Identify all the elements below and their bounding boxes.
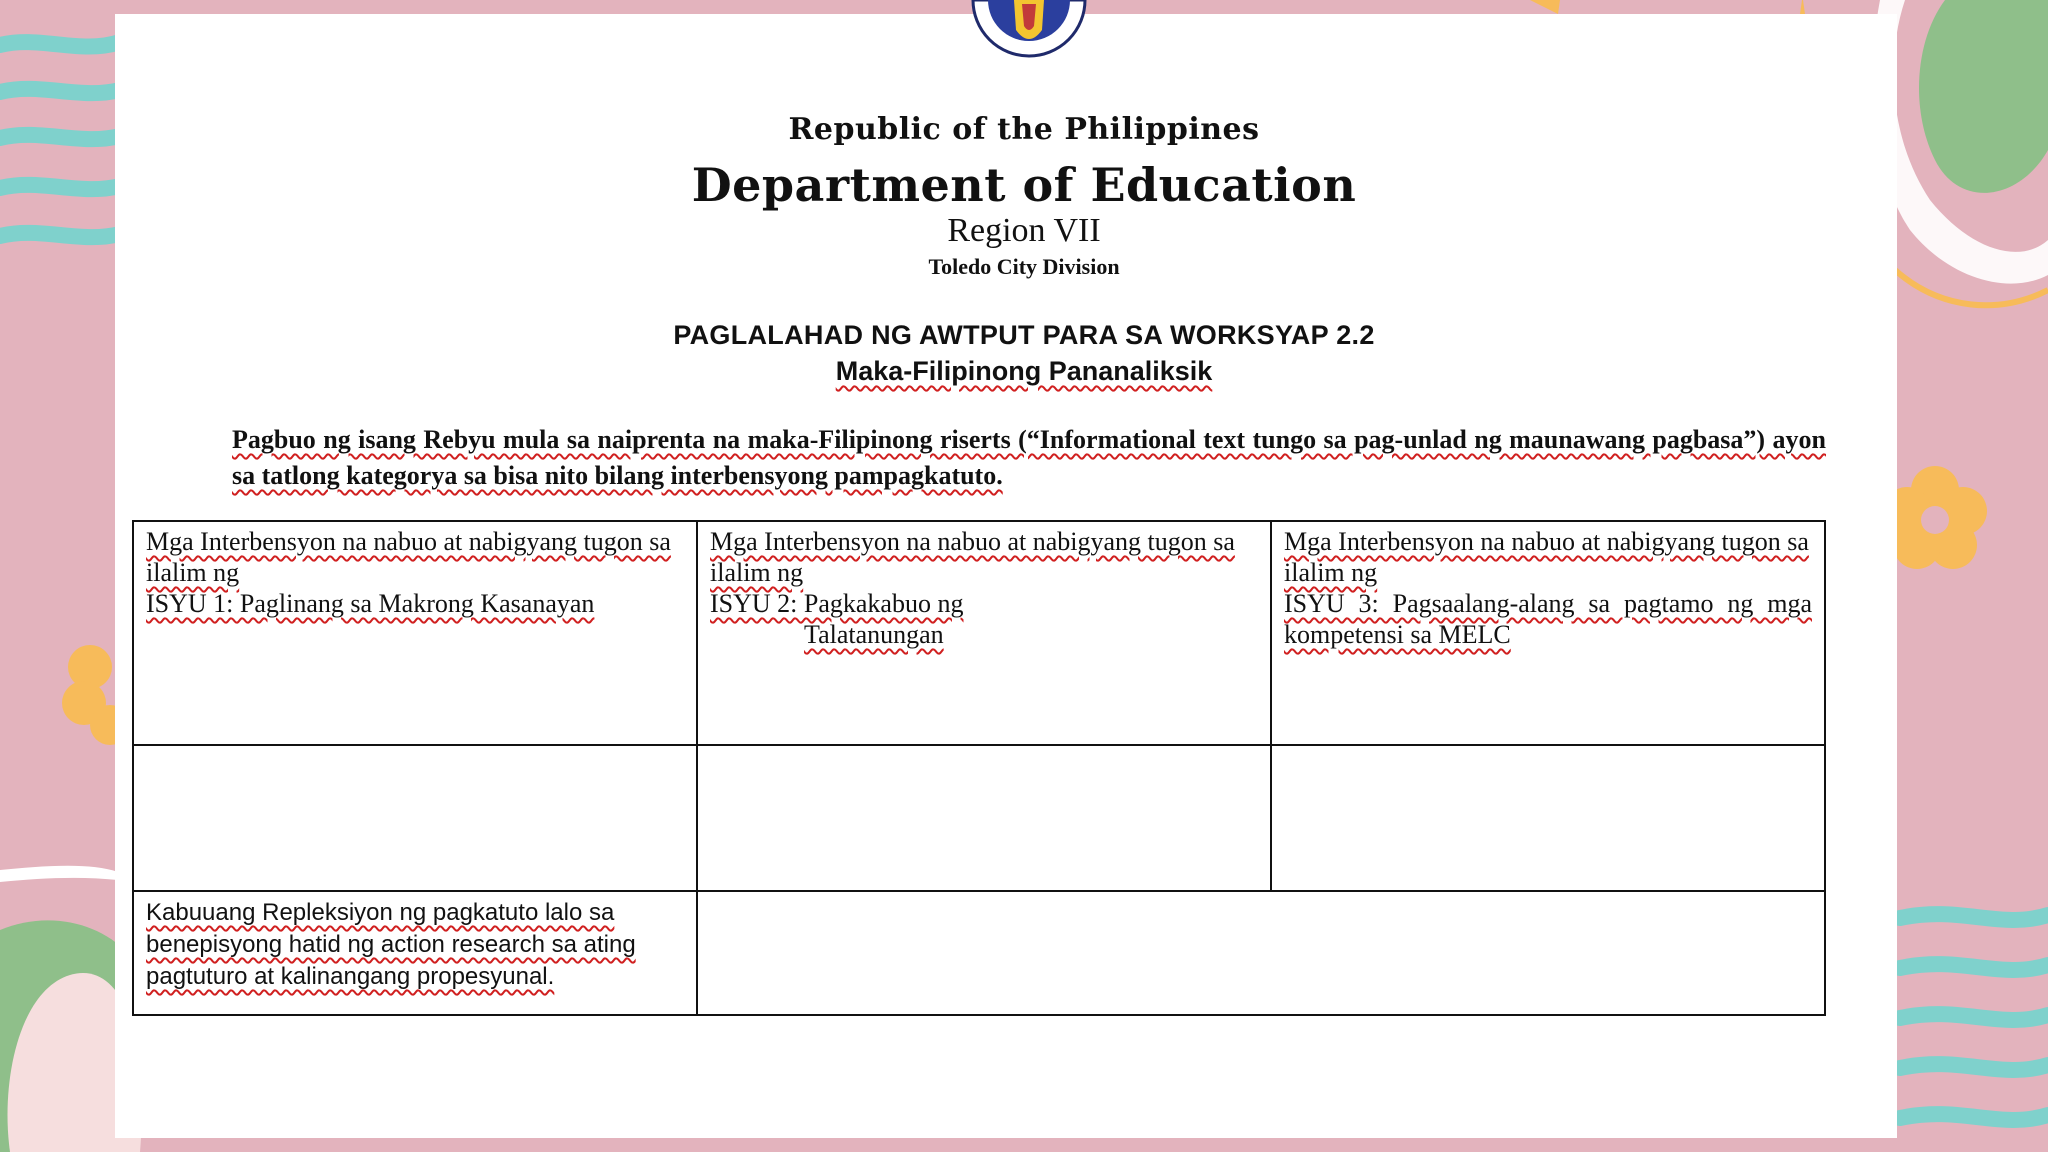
reflection-label-cell <box>133 891 697 1015</box>
document-title: PAGLALAHAD NG AWTPUT PARA SA WORKSYAP 2.2 <box>673 320 1375 350</box>
instruction-paragraph <box>232 422 1826 494</box>
cell-heading: Mga Interbensyon na nabuo at nabigyang tugon sa ilalim ng <box>710 527 1235 587</box>
cell-heading: Mga Interbensyon na nabuo at nabigyang tugon sa ilalim ng <box>1284 527 1809 587</box>
deped-seal-icon <box>968 0 1090 82</box>
region-heading: Region VII <box>947 212 1101 249</box>
reflection-label: Kabuuang Repleksiyon ng pagkatuto lalo sa benepisyong hatid ng action research sa ating pagtuturo at kalinangang propesyunal. <box>146 899 636 990</box>
document-subtitle-text: Maka-Filipinong Pananaliksik <box>835 356 1213 386</box>
issue-label-continued: Talatanungan <box>804 620 944 649</box>
division-heading: Toledo City Division <box>928 254 1120 279</box>
issue-label: ISYU 1: Paglinang sa Makrong Kasanayan <box>146 589 595 618</box>
issue-2-answer-cell[interactable] <box>697 745 1271 891</box>
table-row <box>133 891 1825 1015</box>
issue-label: ISYU 2: Pagkakabuo ng <box>710 589 964 618</box>
issue-3-cell <box>1271 521 1825 745</box>
table-row <box>133 521 1825 745</box>
issue-1-cell <box>133 521 697 745</box>
table-row <box>133 745 1825 891</box>
republic-heading: Republic of the Philippines <box>788 112 1260 147</box>
document-subtitle <box>0 356 2048 387</box>
issue-label: ISYU 3: Pagsaalang-alang sa pagtamo ng mga kompetensi sa MELC <box>1284 589 1812 649</box>
review-table <box>132 520 1826 1016</box>
issue-2-cell <box>697 521 1271 745</box>
instruction-text: Pagbuo ng isang Rebyu mula sa naiprenta na maka-Filipinong riserts (“Informational text tungo sa pag-unlad ng maunawang pagbasa”) ayon sa tatlong kategorya sa bisa nito bilang interbensyong pampagkatuto. <box>232 425 1826 490</box>
reflection-answer-cell[interactable] <box>697 891 1825 1015</box>
cell-heading: Mga Interbensyon na nabuo at nabigyang tugon sa ilalim ng <box>146 527 671 587</box>
department-heading: Department of Education <box>691 158 1357 212</box>
issue-3-answer-cell[interactable] <box>1271 745 1825 891</box>
issue-1-answer-cell[interactable] <box>133 745 697 891</box>
